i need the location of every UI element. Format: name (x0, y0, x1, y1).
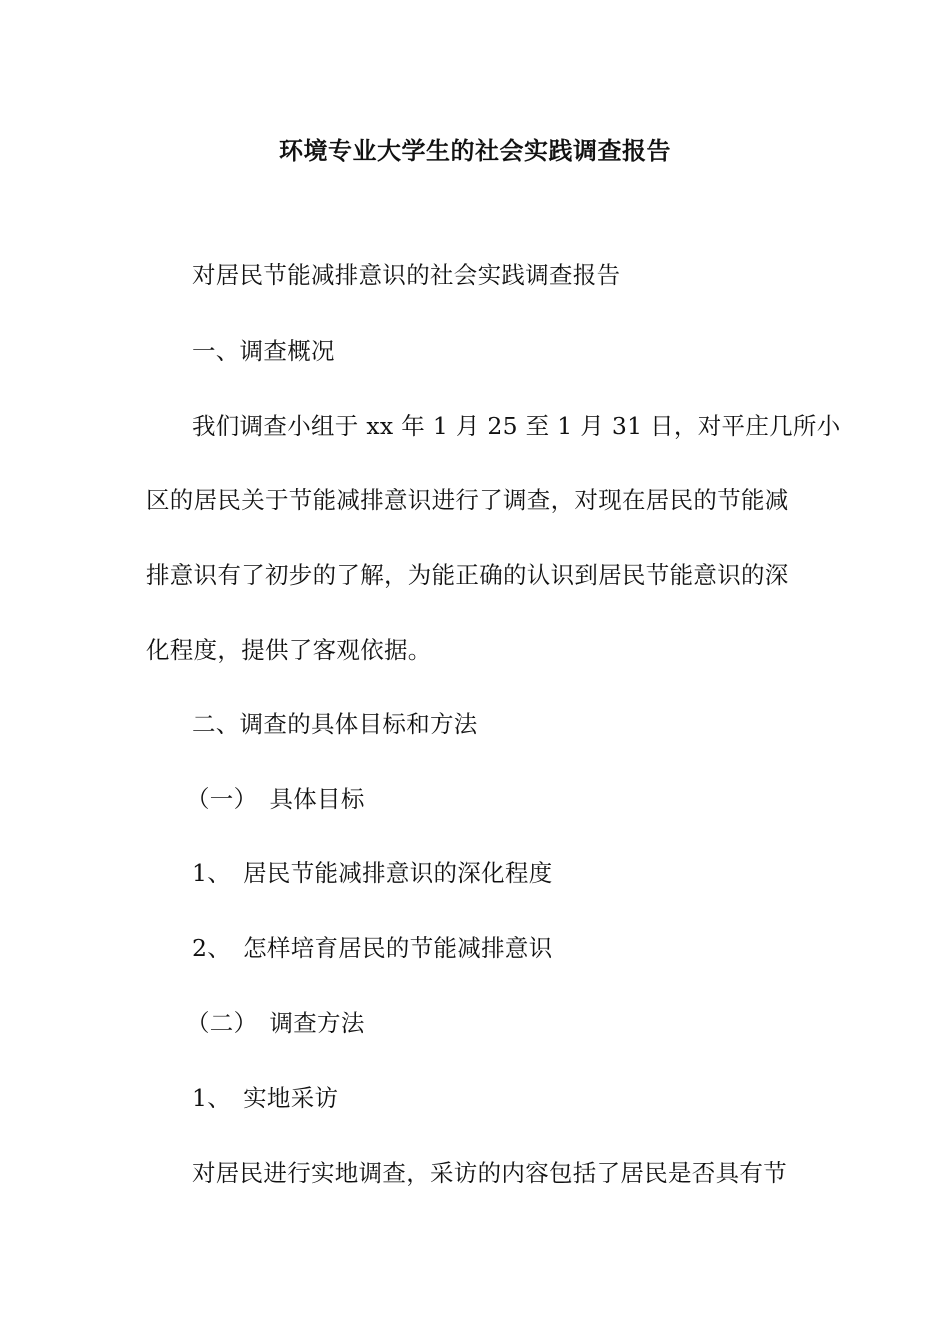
subsection-heading-methods: （二） 调查方法 (186, 1009, 365, 1037)
paragraph-line: 对居民进行实地调查，采访的内容包括了居民是否具有节 (192, 1159, 787, 1187)
section-heading-goals-methods: 二、调查的具体目标和方法 (192, 710, 478, 738)
list-item: 2、 怎样培育居民的节能减排意识 (192, 934, 553, 962)
paragraph-line: 区的居民关于节能减排意识进行了调查，对现在居民的节能减 (146, 486, 789, 514)
section-heading-overview: 一、调查概况 (192, 337, 335, 365)
paragraph-line: 排意识有了初步的了解，为能正确的认识到居民节能意识的深 (146, 561, 789, 589)
report-subtitle: 对居民节能减排意识的社会实践调查报告 (192, 261, 621, 289)
paragraph-line: 我们调查小组于 xx 年 1 月 25 至 1 月 31 日，对平庄几所小 (192, 412, 841, 440)
list-item: 1、 实地采访 (192, 1084, 339, 1112)
paragraph-line: 化程度，提供了客观依据。 (146, 636, 432, 664)
subsection-heading-goals: （一） 具体目标 (186, 785, 365, 813)
list-item: 1、 居民节能减排意识的深化程度 (192, 859, 553, 887)
document-title: 环境专业大学生的社会实践调查报告 (279, 136, 671, 165)
